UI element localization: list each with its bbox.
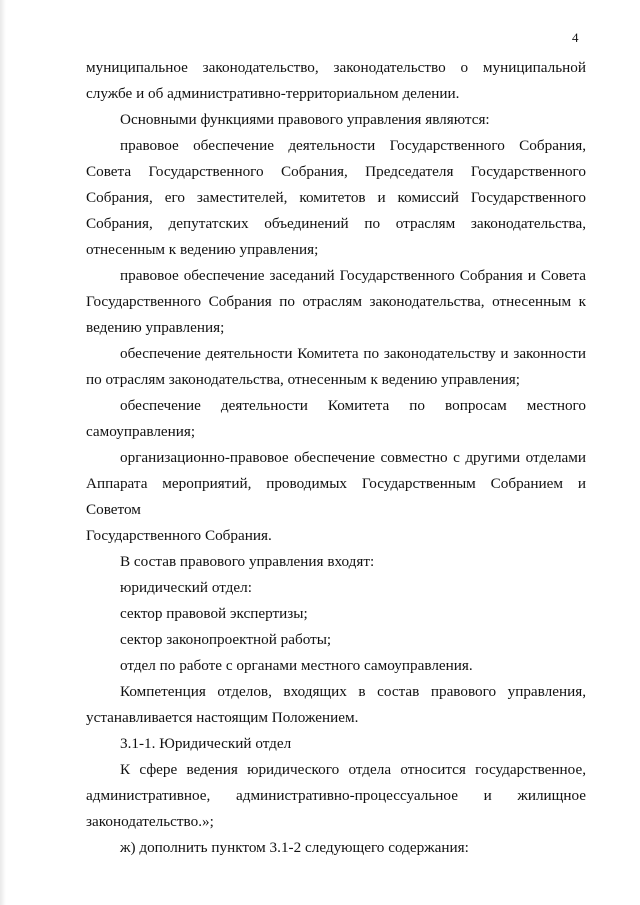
text-line: Государственного Собрания. [86,527,272,544]
text-line: К сфере ведения юридического отдела относится государственное, [120,761,586,778]
text-line: обеспечение деятельности Комитета по законодательству и законности [120,345,586,362]
text-line: Совета Государственного Собрания, Председателя Государственного [86,163,586,180]
text-line: Собрания, его заместителей, комитетов и комиссий Государственного [86,189,586,206]
document-body [86,55,586,861]
text-line: Аппарата мероприятий, проводимых Государственным Собранием и Советом [86,475,586,518]
text-line: ж) дополнить пунктом 3.1-2 следующего содержания: [120,839,469,856]
text-line: отдел по работе с органами местного самоуправления. [120,657,473,674]
text-line: по отраслям законодательства, отнесенным к ведению управления; [86,371,520,388]
text-line: В состав правового управления входят: [120,553,375,570]
text-line: сектор правовой экспертизы; [120,605,308,622]
text-line: отнесенным к ведению управления; [86,241,319,258]
section-heading: 3.1-1. Юридический отдел [120,735,292,752]
text-line: устанавливается настоящим Положением. [86,709,359,726]
text-line: юридический отдел: [120,579,252,596]
text-line: службе и об административно-территориальном делении. [86,85,460,102]
text-line: организационно-правовое обеспечение совместно с другими отделами [120,449,586,466]
text-line: правовое обеспечение деятельности Государственного Собрания, [120,137,586,154]
text-line: правовое обеспечение заседаний Государственного Собрания и Совета [120,267,586,284]
text-line: Основными функциями правового управления являются: [120,111,490,128]
text-line: административное, административно-процессуальное и жилищное [86,787,586,804]
text-line: Компетенция отделов, входящих в состав правового управления, [120,683,586,700]
text-line: самоуправления; [86,423,196,440]
text-line: ведению управления; [86,319,225,336]
text-line: сектор законопроектной работы; [120,631,332,648]
page-number: 4 [572,30,579,45]
scan-left-edge [0,0,6,905]
text-line: Собрания, депутатских объединений по отраслям законодательства, [86,215,586,232]
text-line: муниципальное законодательство, законодательство о муниципальной [86,59,586,76]
text-line: Государственного Собрания по отраслям законодательства, отнесенным к [86,293,586,310]
text-line: обеспечение деятельности Комитета по вопросам местного [120,397,586,414]
text-line: законодательство.»; [86,813,214,830]
